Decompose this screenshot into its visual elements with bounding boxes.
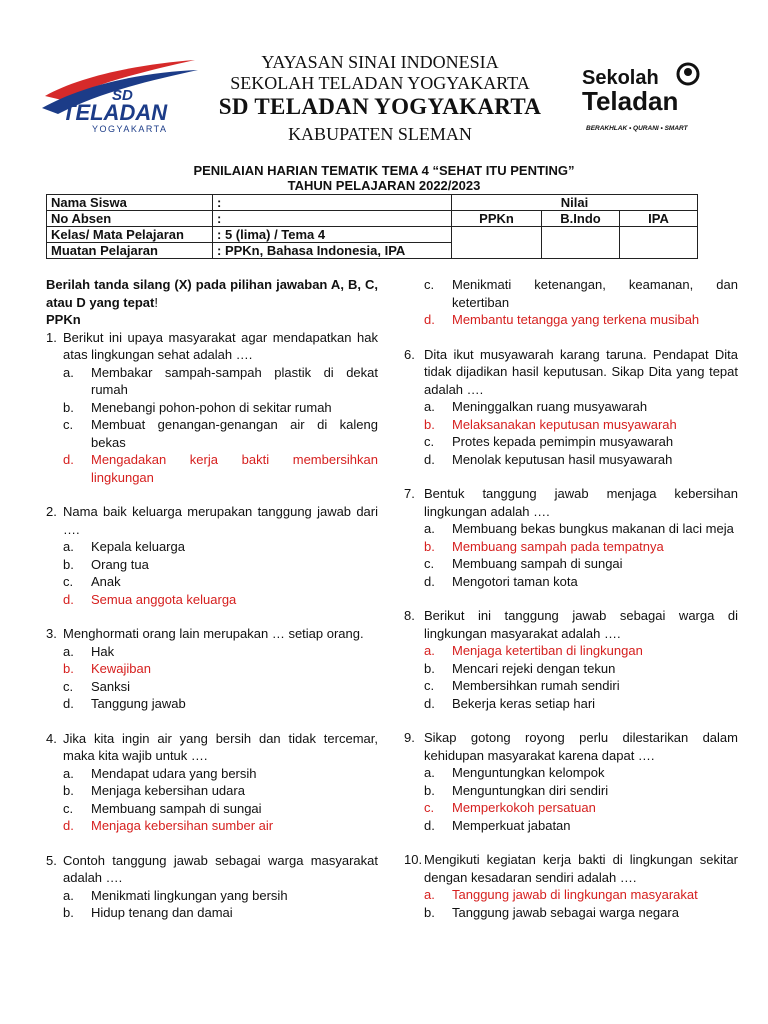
question-number: 5. xyxy=(46,852,57,868)
student-info-table xyxy=(46,194,698,259)
logo-right-tagline: BERAKHLAK • QURANI • SMART xyxy=(586,125,688,132)
option-b[interactable] xyxy=(46,556,378,574)
option-text: Mencari rejeki dengan tekun xyxy=(452,660,616,676)
nilai-header: Nilai xyxy=(452,195,698,211)
option-a[interactable] xyxy=(404,398,738,416)
option-letter: a. xyxy=(63,765,74,781)
question-1 xyxy=(46,329,378,487)
option-letter: c. xyxy=(424,800,435,815)
option-letter: d. xyxy=(424,451,435,467)
option-text: Hidup tenang dan damai xyxy=(91,905,233,920)
question-5-continued xyxy=(404,276,738,329)
question-number: 9. xyxy=(404,730,415,745)
question-5 xyxy=(46,852,378,922)
option-text: Menjaga kebersihan udara xyxy=(91,783,245,798)
option-text: Protes kepada pemimpin musyawarah xyxy=(452,434,674,449)
option-text: Membuat genangan-genangan air di kaleng bekas xyxy=(91,417,378,450)
question-number: 8. xyxy=(404,608,415,623)
question-text: Sikap gotong royong perlu dilestarikan dalam kehidupan masyarakat karena dapat …. xyxy=(424,730,738,763)
info-value: : PPKn, Bahasa Indonesia, IPA xyxy=(213,243,452,259)
option-a[interactable] xyxy=(46,887,378,905)
option-letter: a. xyxy=(63,643,74,659)
option-d[interactable] xyxy=(404,695,738,713)
option-b[interactable] xyxy=(46,904,378,922)
question-8 xyxy=(404,607,738,712)
option-letter: a. xyxy=(424,399,435,414)
option-text: Membuang bekas bungkus makanan di laci meja xyxy=(452,521,734,536)
exam-title: PENILAIAN HARIAN TEMATIK TEMA 4 “SEHAT ITU PENTING” xyxy=(193,163,575,178)
question-text: Jika kita ingin air yang bersih dan tidak tercemar, maka kita wajib untuk …. xyxy=(63,730,378,763)
logo-left-line3: YOGYAKARTA xyxy=(92,124,168,134)
option-letter: d. xyxy=(63,696,74,711)
option-b[interactable] xyxy=(46,399,378,417)
question-number: 3. xyxy=(46,626,57,641)
info-value[interactable]: : xyxy=(213,211,452,227)
option-a-correct[interactable] xyxy=(404,886,738,904)
info-label: Kelas/ Mata Pelajaran xyxy=(47,227,213,243)
option-d-correct[interactable] xyxy=(46,451,378,486)
option-letter: b. xyxy=(424,416,435,432)
option-text: Mendapat udara yang bersih xyxy=(91,765,257,781)
foundation-name: YAYASAN SINAI INDONESIA xyxy=(261,52,499,72)
option-letter: c. xyxy=(424,678,435,693)
option-text: Hak xyxy=(91,643,115,659)
option-text: Membuang sampah di sungai xyxy=(452,556,623,571)
logo-left-line2: TELADAN xyxy=(62,100,168,125)
question-text: Berikut ini tanggung jawab sebagai warga di lingkungan masyarakat adalah …. xyxy=(424,608,738,641)
subject-bindo: B.Indo xyxy=(542,211,620,227)
option-text: Melaksanakan keputusan musyawarah xyxy=(452,416,677,432)
option-text: Anak xyxy=(91,574,121,589)
option-b-correct[interactable] xyxy=(46,660,378,678)
score-ipa[interactable] xyxy=(620,227,698,259)
question-text: Contoh tanggung jawab sebagai warga masyarakat adalah …. xyxy=(63,852,378,885)
option-letter: a. xyxy=(424,765,435,780)
subject-ipa: IPA xyxy=(620,211,698,227)
option-c[interactable] xyxy=(404,677,738,695)
option-text: Orang tua xyxy=(91,556,149,572)
section-title: PPKn xyxy=(46,312,81,327)
logo-right-line2: Teladan xyxy=(582,86,679,116)
option-text: Kepala keluarga xyxy=(91,539,185,554)
question-text: Nama baik keluarga merupakan tanggung jawab dari …. xyxy=(63,504,378,537)
option-b[interactable] xyxy=(404,660,738,678)
option-b-correct[interactable] xyxy=(404,538,738,556)
option-letter: c. xyxy=(424,277,435,292)
option-text: Bekerja keras setiap hari xyxy=(452,695,596,711)
option-c[interactable] xyxy=(46,416,378,451)
option-text: Meninggalkan ruang musyawarah xyxy=(452,399,648,414)
option-letter: a. xyxy=(63,887,74,903)
logo-left-line1: SD xyxy=(112,87,133,104)
question-4 xyxy=(46,730,378,835)
option-d[interactable] xyxy=(404,451,738,469)
option-c[interactable] xyxy=(46,573,378,591)
option-a[interactable] xyxy=(46,538,378,556)
option-c[interactable] xyxy=(46,800,378,818)
option-letter: c. xyxy=(424,434,435,449)
question-number: 2. xyxy=(46,504,57,519)
option-text: Tanggung jawab sebagai warga negara xyxy=(452,904,679,920)
option-b[interactable] xyxy=(404,782,738,800)
option-letter: b. xyxy=(63,905,74,920)
option-letter: a. xyxy=(424,643,435,658)
option-text: Menjaga ketertiban di lingkungan xyxy=(452,643,643,658)
info-value[interactable]: : xyxy=(213,195,452,211)
option-text: Membantu tetangga yang terkena musibah xyxy=(452,312,700,327)
option-letter: a. xyxy=(424,887,435,902)
logo-right-line1: Sekolah xyxy=(582,67,659,89)
option-c[interactable] xyxy=(404,555,738,573)
option-text: Mengadakan kerja bakti membersihkan lingkungan xyxy=(91,452,378,485)
option-text: Membakar sampah-sampah plastik di dekat rumah xyxy=(91,364,378,397)
option-b[interactable] xyxy=(404,904,738,922)
instruction-text: Berilah tanda silang (X) pada pilihan jawaban A, B, C, atau D yang tepat xyxy=(46,277,378,310)
option-text: Menguntungkan kelompok xyxy=(452,765,605,780)
question-10 xyxy=(404,851,738,921)
info-label: No Absen xyxy=(47,211,213,227)
option-letter: a. xyxy=(63,539,74,554)
left-column xyxy=(46,276,378,922)
option-letter: b. xyxy=(63,661,74,676)
option-text: Menolak keputusan hasil musyawarah xyxy=(452,451,673,467)
option-text: Membuang sampah di sungai xyxy=(91,800,262,816)
sekolah-teladan-logo xyxy=(578,58,708,138)
option-text: Menebangi pohon-pohon di sekitar rumah xyxy=(91,399,332,415)
question-number: 1. xyxy=(46,329,57,345)
option-c[interactable] xyxy=(404,276,738,311)
instruction-mark: ! xyxy=(154,294,158,310)
option-letter: d. xyxy=(63,818,74,833)
question-9 xyxy=(404,729,738,834)
option-text: Menguntungkan diri sendiri xyxy=(452,782,609,798)
option-a[interactable] xyxy=(46,765,378,783)
question-number: 6. xyxy=(404,346,415,362)
option-letter: b. xyxy=(63,783,74,798)
option-letter: a. xyxy=(63,364,74,380)
option-letter: c. xyxy=(424,556,435,571)
option-c[interactable] xyxy=(46,678,378,696)
option-b-correct[interactable] xyxy=(404,416,738,434)
option-text: Memperkokoh persatuan xyxy=(452,800,596,815)
score-bindo[interactable] xyxy=(542,227,620,259)
option-letter: d. xyxy=(63,452,74,467)
table-row xyxy=(47,211,698,227)
option-letter: c. xyxy=(63,417,74,432)
option-letter: b. xyxy=(424,660,435,676)
score-ppkn[interactable] xyxy=(452,227,542,259)
option-letter: c. xyxy=(63,678,74,694)
question-text: Dita ikut musyawarah karang taruna. Pendapat Dita tidak dijadikan hasil keputusan. Sikap Dita yang tepat adalah …. xyxy=(424,346,738,397)
option-text: Menjaga kebersihan sumber air xyxy=(91,818,274,833)
option-text: Menikmati ketenangan, keamanan, dan ketertiban xyxy=(452,277,738,310)
option-letter: b. xyxy=(424,904,435,920)
option-letter: b. xyxy=(63,556,74,572)
option-text: Menikmati lingkungan yang bersih xyxy=(91,887,288,903)
option-text: Memperkuat jabatan xyxy=(452,817,571,833)
option-d-correct[interactable] xyxy=(46,591,378,609)
question-7 xyxy=(404,485,738,590)
info-label: Nama Siswa xyxy=(47,195,213,211)
option-d-correct[interactable] xyxy=(404,311,738,329)
question-text: Mengikuti kegiatan kerja bakti di lingkungan sekitar dengan kesadaran sendiri adalah …. xyxy=(424,852,738,885)
option-a[interactable] xyxy=(46,364,378,399)
info-label: Muatan Pelajaran xyxy=(47,243,213,259)
question-3 xyxy=(46,625,378,713)
school-line: SEKOLAH TELADAN YOGYAKARTA xyxy=(230,73,530,93)
option-d[interactable] xyxy=(46,695,378,713)
option-d[interactable] xyxy=(404,573,738,591)
option-letter: b. xyxy=(424,782,435,798)
option-a[interactable] xyxy=(404,764,738,782)
school-name: SD TELADAN YOGYAKARTA xyxy=(218,94,542,119)
question-6 xyxy=(404,346,738,469)
instruction xyxy=(46,276,378,311)
option-text: Mengotori taman kota xyxy=(452,573,578,589)
option-letter: a. xyxy=(424,521,435,536)
district-name: KABUPATEN SLEMAN xyxy=(288,124,472,144)
option-letter: b. xyxy=(424,538,435,554)
option-text: Tanggung jawab di lingkungan masyarakat xyxy=(452,887,698,902)
option-letter: c. xyxy=(63,574,74,589)
info-value: : 5 (lima) / Tema 4 xyxy=(213,227,452,243)
option-text: Sanksi xyxy=(91,678,131,694)
question-number: 10. xyxy=(404,852,423,867)
option-c[interactable] xyxy=(404,433,738,451)
option-a[interactable] xyxy=(46,643,378,661)
option-text: Membuang sampah pada tempatnya xyxy=(452,538,664,554)
option-d-correct[interactable] xyxy=(46,817,378,835)
table-row xyxy=(47,195,698,211)
option-a-correct[interactable] xyxy=(404,642,738,660)
sd-teladan-logo xyxy=(40,56,200,136)
option-letter: c. xyxy=(63,800,74,816)
table-row xyxy=(47,227,698,243)
exam-year: TAHUN PELAJARAN 2022/2023 xyxy=(287,178,481,193)
option-letter: d. xyxy=(424,817,435,833)
option-b[interactable] xyxy=(46,782,378,800)
option-text: Kewajiban xyxy=(91,661,151,676)
right-column xyxy=(404,276,738,921)
option-letter: d. xyxy=(424,312,435,327)
option-letter: d. xyxy=(63,591,74,607)
option-c-correct[interactable] xyxy=(404,799,738,817)
question-text: Menghormati orang lain merupakan … setiap orang. xyxy=(63,626,364,641)
option-text: Tanggung jawab xyxy=(91,696,186,711)
question-text: Berikut ini upaya masyarakat agar mendapatkan hak atas lingkungan sehat adalah …. xyxy=(63,329,378,362)
question-2 xyxy=(46,503,378,608)
question-number: 7. xyxy=(404,486,415,501)
question-number: 4. xyxy=(46,730,57,746)
option-a[interactable] xyxy=(404,520,738,538)
option-letter: d. xyxy=(424,695,435,711)
option-letter: b. xyxy=(63,399,74,415)
option-text: Semua anggota keluarga xyxy=(91,591,237,607)
option-letter: d. xyxy=(424,573,435,589)
option-d[interactable] xyxy=(404,817,738,835)
option-text: Membersihkan rumah sendiri xyxy=(452,678,620,693)
subject-ppkn: PPKn xyxy=(452,211,542,227)
question-text: Bentuk tanggung jawab menjaga kebersihan lingkungan adalah …. xyxy=(424,486,738,519)
